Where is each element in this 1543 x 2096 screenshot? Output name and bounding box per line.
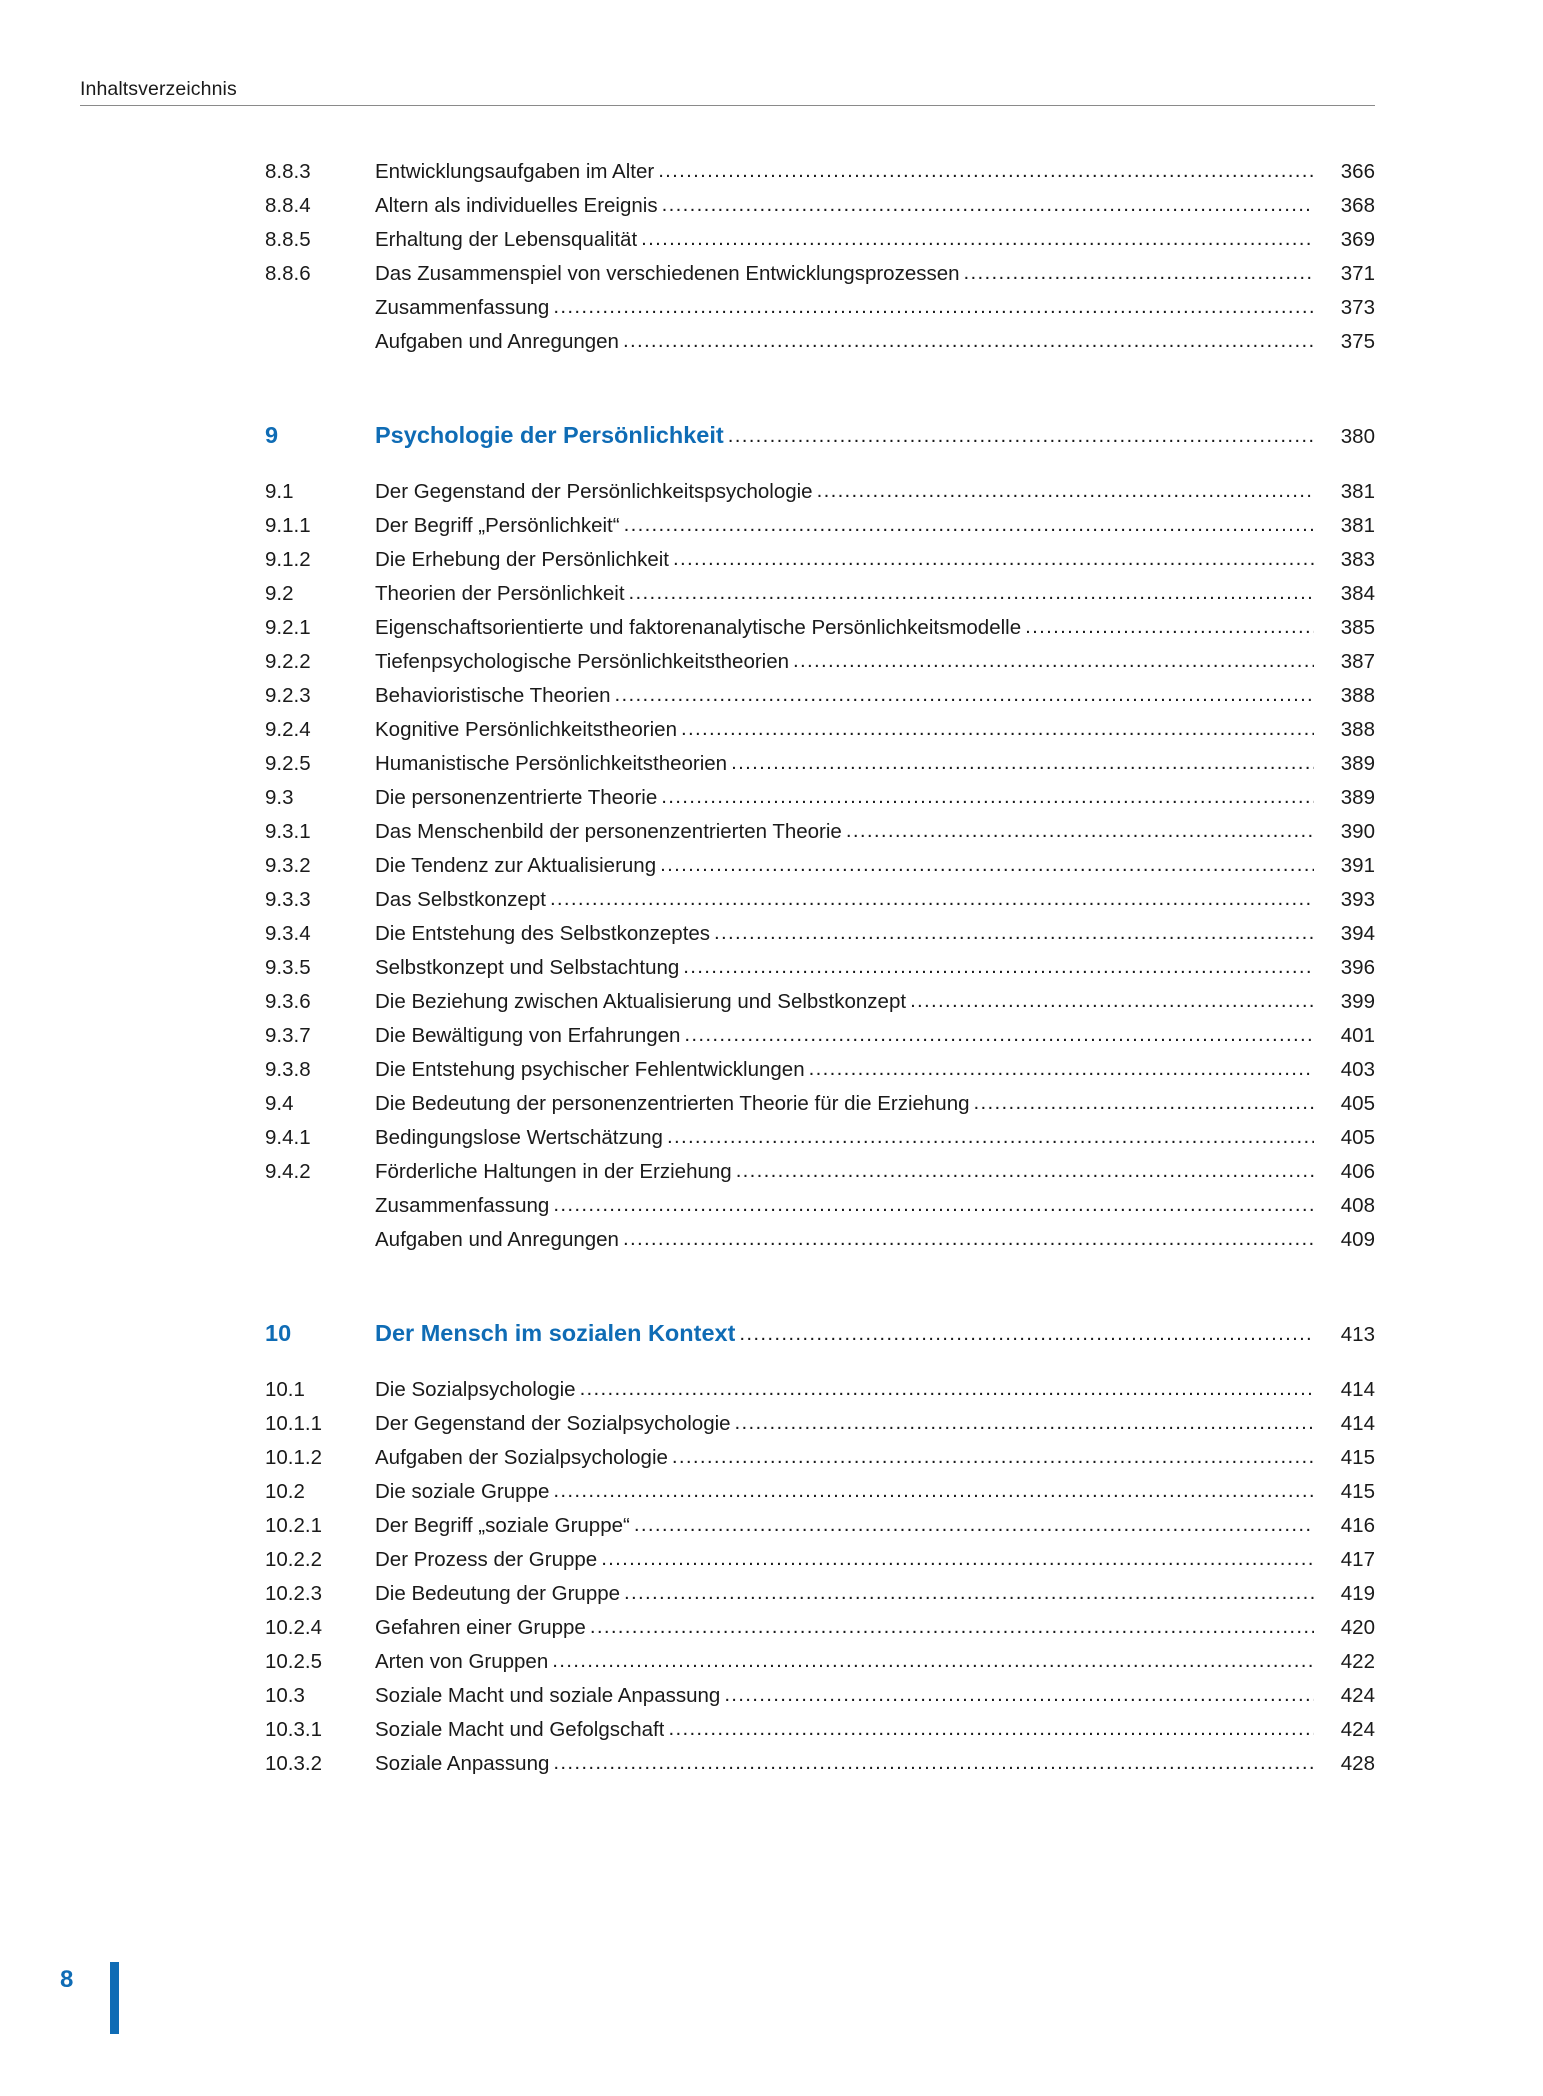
toc-entry-number: 10.3.1 bbox=[265, 1718, 322, 1741]
toc-entry-page-number: 422 bbox=[1340, 1650, 1375, 1673]
toc-entry-number: 9.2.5 bbox=[265, 752, 311, 775]
toc-entry-page-number: 393 bbox=[1340, 888, 1375, 911]
toc-leader-dots bbox=[634, 1508, 1314, 1542]
toc-leader-dots bbox=[601, 1542, 1314, 1576]
toc-entry-page-number: 389 bbox=[1340, 752, 1375, 775]
toc-entry-page-number: 373 bbox=[1340, 296, 1375, 319]
toc-entry-page-number: 405 bbox=[1340, 1092, 1375, 1115]
toc-entry-page-number: 394 bbox=[1340, 922, 1375, 945]
toc-entry-number: 9.3.1 bbox=[265, 820, 311, 843]
toc-leader-dots bbox=[552, 1644, 1314, 1678]
toc-leader-dots bbox=[672, 1440, 1314, 1474]
toc-chapter-spacer bbox=[265, 457, 1375, 475]
toc-leader-dots bbox=[624, 1576, 1314, 1610]
toc-entry-number: 10.2.2 bbox=[265, 1548, 322, 1571]
toc-entry-row[interactable] bbox=[265, 1441, 1375, 1475]
toc-leader-dots bbox=[809, 1052, 1314, 1086]
toc-leader-dots bbox=[553, 1188, 1314, 1222]
toc-leader-dots bbox=[623, 1222, 1314, 1256]
toc-entry-title: Die personenzentrierte Theorie bbox=[375, 786, 658, 809]
toc-entry-number: 9.3.2 bbox=[265, 854, 311, 877]
toc-entry-page-number: 381 bbox=[1340, 480, 1375, 503]
toc-leader-dots bbox=[553, 290, 1314, 324]
toc-entry-number: 10.2.5 bbox=[265, 1650, 322, 1673]
toc-entry-title: Das Zusammenspiel von verschiedenen Entwicklungsprozessen bbox=[375, 262, 960, 285]
toc-entry-page-number: 409 bbox=[1340, 1228, 1375, 1251]
toc-entry-row[interactable] bbox=[265, 1611, 1375, 1645]
toc-leader-dots bbox=[793, 644, 1314, 678]
toc-entry-title: Entwicklungsaufgaben im Alter bbox=[375, 160, 655, 183]
toc-entry-title: Die Bedeutung der Gruppe bbox=[375, 1582, 621, 1605]
toc-entry-title: Selbstkonzept und Selbstachtung bbox=[375, 956, 680, 979]
toc-chapter-page-number: 380 bbox=[1340, 425, 1375, 448]
toc-entry-row[interactable] bbox=[265, 781, 1375, 815]
toc-chapter-number: 10 bbox=[265, 1320, 292, 1346]
toc-entry-page-number: 403 bbox=[1340, 1058, 1375, 1081]
toc-entry-title: Tiefenpsychologische Persönlichkeitstheorien bbox=[375, 650, 790, 673]
toc-leader-dots bbox=[817, 474, 1314, 508]
toc-entry-row[interactable] bbox=[265, 883, 1375, 917]
toc-entry-row[interactable] bbox=[265, 543, 1375, 577]
toc-entry-title: Zusammenfassung bbox=[375, 1194, 550, 1217]
toc-leader-dots bbox=[553, 1746, 1314, 1780]
toc-entry-title: Aufgaben und Anregungen bbox=[375, 330, 619, 353]
toc-entry-row[interactable] bbox=[265, 189, 1375, 223]
toc-entry-row[interactable] bbox=[265, 1577, 1375, 1611]
toc-entry-number: 9.2.1 bbox=[265, 616, 311, 639]
toc-leader-dots bbox=[1025, 610, 1314, 644]
toc-chapter-title: Psychologie der Persönlichkeit bbox=[375, 422, 724, 448]
toc-entry-number: 8.8.6 bbox=[265, 262, 311, 285]
toc-entry-number: 8.8.4 bbox=[265, 194, 311, 217]
toc-entry-title: Altern als individuelles Ereignis bbox=[375, 194, 658, 217]
toc-entry-row[interactable] bbox=[265, 223, 1375, 257]
toc-entry-row[interactable] bbox=[265, 917, 1375, 951]
toc-leader-dots bbox=[964, 256, 1314, 290]
toc-entry-number: 10.3.2 bbox=[265, 1752, 322, 1775]
toc-entry-number: 9.3.5 bbox=[265, 956, 311, 979]
toc-entry-page-number: 414 bbox=[1340, 1412, 1375, 1435]
toc-entry-page-number: 388 bbox=[1340, 718, 1375, 741]
toc-entry-number: 9.4.1 bbox=[265, 1126, 311, 1149]
toc-entry-page-number: 389 bbox=[1340, 786, 1375, 809]
toc-entry-row[interactable] bbox=[265, 679, 1375, 713]
toc-entry-row[interactable] bbox=[265, 815, 1375, 849]
toc-entry-number: 9.1.2 bbox=[265, 548, 311, 571]
toc-entry-page-number: 399 bbox=[1340, 990, 1375, 1013]
toc-leader-dots bbox=[673, 542, 1314, 576]
toc-leader-dots bbox=[714, 916, 1314, 950]
toc-chapter-spacer bbox=[265, 1355, 1375, 1373]
toc-entry-number: 9.3.7 bbox=[265, 1024, 311, 1047]
toc-entry-number: 9.2.4 bbox=[265, 718, 311, 741]
toc-entry-row[interactable] bbox=[265, 1407, 1375, 1441]
page-footer bbox=[60, 1962, 119, 2034]
toc-leader-dots bbox=[553, 1474, 1314, 1508]
toc-entry-number: 8.8.3 bbox=[265, 160, 311, 183]
toc-entry-number: 9.4 bbox=[265, 1092, 294, 1115]
toc-entry-page-number: 384 bbox=[1340, 582, 1375, 605]
toc-entry-title: Kognitive Persönlichkeitstheorien bbox=[375, 718, 677, 741]
toc-entry-row[interactable] bbox=[265, 1223, 1375, 1257]
toc-leader-dots bbox=[728, 416, 1314, 456]
toc-entry-title: Förderliche Haltungen in der Erziehung bbox=[375, 1160, 732, 1183]
toc-entry-row[interactable] bbox=[265, 291, 1375, 325]
toc-entry-title: Die soziale Gruppe bbox=[375, 1480, 550, 1503]
toc-entry-row[interactable] bbox=[265, 713, 1375, 747]
toc-entry-row[interactable] bbox=[265, 1087, 1375, 1121]
toc-entry-page-number: 424 bbox=[1340, 1718, 1375, 1741]
toc-entry-row[interactable] bbox=[265, 849, 1375, 883]
toc-entry-number: 8.8.5 bbox=[265, 228, 311, 251]
toc-entry-title: Theorien der Persönlichkeit bbox=[375, 582, 625, 605]
toc-chapter-number: 9 bbox=[265, 422, 279, 448]
toc-entry-number: 9.2 bbox=[265, 582, 294, 605]
toc-entry-number: 10.2.1 bbox=[265, 1514, 322, 1537]
toc-entry-title: Die Entstehung des Selbstkonzeptes bbox=[375, 922, 711, 945]
toc-entry-page-number: 387 bbox=[1340, 650, 1375, 673]
toc-entry-number: 9.3.6 bbox=[265, 990, 311, 1013]
footer-accent-bar bbox=[110, 1962, 119, 2034]
toc-entry-title: Die Erhebung der Persönlichkeit bbox=[375, 548, 669, 571]
toc-entry-title: Die Bewältigung von Erfahrungen bbox=[375, 1024, 681, 1047]
toc-entry-title: Der Gegenstand der Persönlichkeitspsychologie bbox=[375, 480, 813, 503]
toc-entry-page-number: 371 bbox=[1340, 262, 1375, 285]
toc-entry-page-number: 428 bbox=[1340, 1752, 1375, 1775]
toc-entry-number: 9.3.4 bbox=[265, 922, 311, 945]
toc-entry-row[interactable] bbox=[265, 1747, 1375, 1781]
toc-entry-number: 9.4.2 bbox=[265, 1160, 311, 1183]
toc-leader-dots bbox=[615, 678, 1315, 712]
running-header-label: Inhaltsverzeichnis bbox=[80, 78, 237, 100]
toc-entry-page-number: 369 bbox=[1340, 228, 1375, 251]
toc-entry-page-number: 391 bbox=[1340, 854, 1375, 877]
toc-entry-page-number: 424 bbox=[1340, 1684, 1375, 1707]
toc-leader-dots bbox=[724, 1678, 1314, 1712]
toc-entry-number: 9.3.8 bbox=[265, 1058, 311, 1081]
toc-entry-number: 9.3.3 bbox=[265, 888, 311, 911]
toc-entry-title: Gefahren einer Gruppe bbox=[375, 1616, 586, 1639]
toc-entry-page-number: 416 bbox=[1340, 1514, 1375, 1537]
toc-entry-title: Der Begriff „Persönlichkeit“ bbox=[375, 514, 620, 537]
toc-leader-dots bbox=[590, 1610, 1314, 1644]
toc-entry-page-number: 383 bbox=[1340, 548, 1375, 571]
toc-leader-dots bbox=[910, 984, 1314, 1018]
toc-leader-dots bbox=[624, 508, 1314, 542]
toc-leader-dots bbox=[641, 222, 1314, 256]
toc-entry-title: Humanistische Persönlichkeitstheorien bbox=[375, 752, 728, 775]
toc-entry-page-number: 405 bbox=[1340, 1126, 1375, 1149]
toc-leader-dots bbox=[661, 780, 1314, 814]
toc-leader-dots bbox=[739, 1314, 1314, 1354]
toc-entry-title: Soziale Macht und soziale Anpassung bbox=[375, 1684, 721, 1707]
toc-entry-row[interactable] bbox=[265, 1019, 1375, 1053]
toc-entry-row[interactable] bbox=[265, 1679, 1375, 1713]
toc-entry-page-number: 417 bbox=[1340, 1548, 1375, 1571]
toc-entry-number: 10.3 bbox=[265, 1684, 305, 1707]
toc-entry-title: Aufgaben der Sozialpsychologie bbox=[375, 1446, 668, 1469]
toc-leader-dots bbox=[658, 154, 1314, 188]
toc-leader-dots bbox=[846, 814, 1314, 848]
toc-entry-title: Eigenschaftsorientierte und faktorenanalytische Persönlichkeitsmodelle bbox=[375, 616, 1022, 639]
toc-leader-dots bbox=[667, 1120, 1314, 1154]
toc-leader-dots bbox=[629, 576, 1314, 610]
toc-entry-title: Der Gegenstand der Sozialpsychologie bbox=[375, 1412, 731, 1435]
toc-entry-row[interactable] bbox=[265, 1155, 1375, 1189]
toc-entry-row[interactable] bbox=[265, 1475, 1375, 1509]
toc-entry-page-number: 368 bbox=[1340, 194, 1375, 217]
toc-entry-title: Der Begriff „soziale Gruppe“ bbox=[375, 1514, 630, 1537]
toc-leader-dots bbox=[683, 950, 1314, 984]
toc-entry-page-number: 375 bbox=[1340, 330, 1375, 353]
toc-entry-page-number: 366 bbox=[1340, 160, 1375, 183]
toc-entry-number: 10.1 bbox=[265, 1378, 305, 1401]
toc-entry-number: 10.1.1 bbox=[265, 1412, 322, 1435]
toc-leader-dots bbox=[623, 324, 1314, 358]
toc-chapter-row[interactable] bbox=[265, 1313, 1375, 1355]
toc-entry-row[interactable] bbox=[265, 1053, 1375, 1087]
toc-entry-title: Zusammenfassung bbox=[375, 296, 550, 319]
toc-entry-number: 9.2.3 bbox=[265, 684, 311, 707]
toc-entry-page-number: 415 bbox=[1340, 1480, 1375, 1503]
toc-entry-row[interactable] bbox=[265, 1543, 1375, 1577]
toc-entry-number: 9.1.1 bbox=[265, 514, 311, 537]
toc-entry-title: Arten von Gruppen bbox=[375, 1650, 549, 1673]
toc-entry-row[interactable] bbox=[265, 577, 1375, 611]
toc-entry-title: Die Beziehung zwischen Aktualisierung und Selbstkonzept bbox=[375, 990, 907, 1013]
toc-leader-dots bbox=[735, 1406, 1314, 1440]
toc-entry-row[interactable] bbox=[265, 951, 1375, 985]
toc-entry-row[interactable] bbox=[265, 985, 1375, 1019]
toc-entry-title: Aufgaben und Anregungen bbox=[375, 1228, 619, 1251]
toc-entry-page-number: 415 bbox=[1340, 1446, 1375, 1469]
toc-group-spacer bbox=[265, 359, 1375, 415]
toc-leader-dots bbox=[731, 746, 1314, 780]
toc-leader-dots bbox=[660, 848, 1314, 882]
toc-entry-page-number: 420 bbox=[1340, 1616, 1375, 1639]
toc-entry-number: 10.2.3 bbox=[265, 1582, 322, 1605]
toc-entry-row[interactable] bbox=[265, 1373, 1375, 1407]
toc-body bbox=[265, 155, 1375, 1781]
toc-entry-title: Bedingungslose Wertschätzung bbox=[375, 1126, 663, 1149]
toc-entry-title: Soziale Macht und Gefolgschaft bbox=[375, 1718, 665, 1741]
toc-entry-number: 10.1.2 bbox=[265, 1446, 322, 1469]
toc-entry-row[interactable] bbox=[265, 155, 1375, 189]
folio-number: 8 bbox=[60, 1966, 74, 1993]
toc-entry-page-number: 381 bbox=[1340, 514, 1375, 537]
header-rule bbox=[80, 105, 1375, 106]
toc-entry-row[interactable] bbox=[265, 325, 1375, 359]
toc-entry-row[interactable] bbox=[265, 509, 1375, 543]
toc-entry-page-number: 406 bbox=[1340, 1160, 1375, 1183]
toc-entry-title: Die Sozialpsychologie bbox=[375, 1378, 576, 1401]
toc-entry-title: Das Selbstkonzept bbox=[375, 888, 546, 911]
toc-entry-page-number: 390 bbox=[1340, 820, 1375, 843]
toc-entry-row[interactable] bbox=[265, 1509, 1375, 1543]
toc-chapter-page-number: 413 bbox=[1340, 1323, 1375, 1346]
toc-entry-row[interactable] bbox=[265, 1121, 1375, 1155]
running-header bbox=[80, 78, 1375, 108]
toc-leader-dots bbox=[974, 1086, 1315, 1120]
toc-entry-number: 10.2.4 bbox=[265, 1616, 322, 1639]
toc-entry-number: 9.2.2 bbox=[265, 650, 311, 673]
toc-entry-title: Behavioristische Theorien bbox=[375, 684, 611, 707]
toc-group-spacer bbox=[265, 1257, 1375, 1313]
toc-entry-row[interactable] bbox=[265, 1713, 1375, 1747]
toc-entry-page-number: 408 bbox=[1340, 1194, 1375, 1217]
toc-chapter-row[interactable] bbox=[265, 415, 1375, 457]
toc-entry-page-number: 419 bbox=[1340, 1582, 1375, 1605]
toc-entry-row[interactable] bbox=[265, 1189, 1375, 1223]
toc-entry-page-number: 385 bbox=[1340, 616, 1375, 639]
toc-leader-dots bbox=[550, 882, 1314, 916]
toc-chapter-title: Der Mensch im sozialen Kontext bbox=[375, 1320, 736, 1346]
toc-entry-title: Das Menschenbild der personenzentrierten Theorie bbox=[375, 820, 842, 843]
toc-entry-number: 9.3 bbox=[265, 786, 294, 809]
toc-entry-row[interactable] bbox=[265, 1645, 1375, 1679]
toc-leader-dots bbox=[684, 1018, 1314, 1052]
toc-entry-title: Soziale Anpassung bbox=[375, 1752, 550, 1775]
toc-leader-dots bbox=[736, 1154, 1314, 1188]
toc-entry-row[interactable] bbox=[265, 475, 1375, 509]
toc-leader-dots bbox=[668, 1712, 1314, 1746]
toc-entry-row[interactable] bbox=[265, 611, 1375, 645]
toc-entry-title: Die Entstehung psychischer Fehlentwicklungen bbox=[375, 1058, 805, 1081]
toc-entry-page-number: 401 bbox=[1340, 1024, 1375, 1047]
toc-entry-row[interactable] bbox=[265, 257, 1375, 291]
toc-entry-row[interactable] bbox=[265, 645, 1375, 679]
toc-leader-dots bbox=[580, 1372, 1314, 1406]
toc-leader-dots bbox=[681, 712, 1314, 746]
toc-entry-title: Der Prozess der Gruppe bbox=[375, 1548, 598, 1571]
toc-entry-title: Die Bedeutung der personenzentrierten Theorie für die Erziehung bbox=[375, 1092, 970, 1115]
toc-entry-page-number: 414 bbox=[1340, 1378, 1375, 1401]
table-of-contents bbox=[80, 155, 1375, 1781]
toc-entry-number: 10.2 bbox=[265, 1480, 305, 1503]
toc-entry-page-number: 388 bbox=[1340, 684, 1375, 707]
toc-entry-row[interactable] bbox=[265, 747, 1375, 781]
toc-entry-page-number: 396 bbox=[1340, 956, 1375, 979]
toc-leader-dots bbox=[662, 188, 1314, 222]
toc-entry-number: 9.1 bbox=[265, 480, 294, 503]
toc-entry-title: Die Tendenz zur Aktualisierung bbox=[375, 854, 657, 877]
toc-entry-title: Erhaltung der Lebensqualität bbox=[375, 228, 638, 251]
